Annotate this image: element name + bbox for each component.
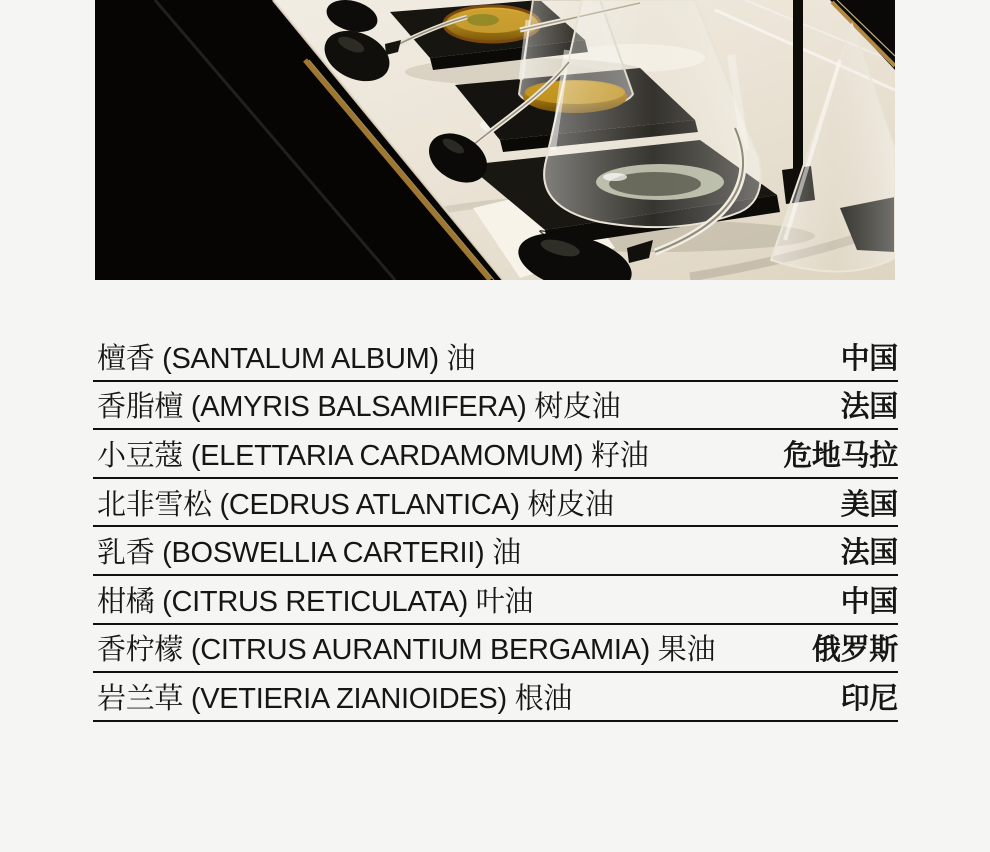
ingredient-origin: 俄罗斯 — [811, 634, 898, 667]
table-row — [93, 382, 898, 431]
ingredient-name: 香柠檬 (CITRUS AURANTIUM BERGAMIA) 果油 — [97, 634, 716, 667]
ingredient-name: 小豆蔻 (ELETTARIA CARDAMOMUM) 籽油 — [97, 439, 649, 472]
ingredient-name: 北非雪松 (CEDRUS ATLANTICA) 树皮油 — [97, 488, 614, 521]
ingredient-name: 乳香 (BOSWELLIA CARTERII) 油 — [97, 537, 521, 570]
ingredient-name: 岩兰草 (VETIERIA ZIANIOIDES) 根油 — [97, 682, 572, 715]
table-row — [93, 673, 898, 722]
product-photo-illustration — [95, 0, 895, 280]
ingredient-origin: 危地马拉 — [783, 439, 898, 472]
table-row — [93, 625, 898, 674]
ingredient-name: 香脂檀 (AMYRIS BALSAMIFERA) 树皮油 — [97, 391, 621, 424]
product-photo — [95, 0, 895, 280]
ingredient-origin: 中国 — [840, 342, 898, 375]
ingredient-origin: 印尼 — [840, 682, 898, 715]
ingredient-origin: 美国 — [840, 488, 898, 521]
table-row — [93, 430, 898, 479]
ingredient-origin: 法国 — [840, 391, 898, 424]
ingredient-name: 檀香 (SANTALUM ALBUM) 油 — [97, 342, 476, 375]
ingredient-origin: 法国 — [840, 537, 898, 570]
table-row — [93, 527, 898, 576]
table-row — [93, 479, 898, 528]
ingredient-origin: 中国 — [840, 585, 898, 618]
ingredients-table — [93, 333, 898, 722]
ingredient-name: 柑橘 (CITRUS RETICULATA) 叶油 — [97, 585, 534, 618]
table-row — [93, 333, 898, 382]
table-row — [93, 576, 898, 625]
